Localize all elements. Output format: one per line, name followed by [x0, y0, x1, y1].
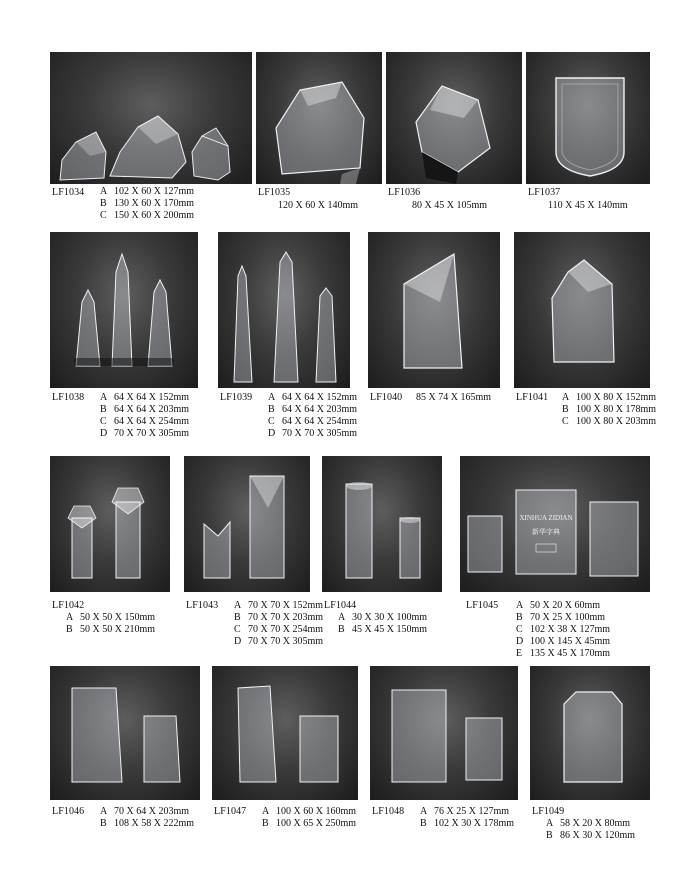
- product-code: LF1047: [214, 806, 247, 817]
- product-specs: A 100 X 80 X 152mm B 100 X 80 X 178mm C 100 X 80 X 203mm: [562, 392, 656, 427]
- product-specs: A 30 X 30 X 100mm B 45 X 45 X 150mm: [338, 612, 427, 635]
- crystal-pentagon-trophy-image: [256, 52, 382, 184]
- product-code: LF1039: [220, 392, 253, 403]
- crystal-bevel-corner-award-image: [530, 666, 650, 800]
- product-code: LF1042: [52, 600, 85, 611]
- product-code: LF1034: [52, 187, 85, 198]
- product-specs: A 100 X 60 X 160mm B 100 X 65 X 250mm: [262, 806, 356, 829]
- product-specs: A 76 X 25 X 127mm B 102 X 30 X 178mm: [420, 806, 514, 829]
- product-photo-lf1049: [530, 666, 650, 800]
- product-photo-lf1043: [184, 456, 310, 592]
- crystal-block-awards-pair-image: [212, 666, 358, 800]
- crystal-rectangle-awards-image: [370, 666, 518, 800]
- product-specs: A 102 X 60 X 127mm B 130 X 60 X 170mm C 150 X 60 X 200mm: [100, 186, 194, 221]
- product-photo-lf1034: [50, 52, 252, 184]
- product-photo-lf1039: [218, 232, 350, 388]
- product-code: LF1048: [372, 806, 405, 817]
- product-photo-lf1044: [322, 456, 442, 592]
- crystal-tablet-awards-image: [50, 666, 200, 800]
- crystal-gem-trophies-image: [50, 52, 252, 184]
- product-specs: A 70 X 64 X 203mm B 108 X 58 X 222mm: [100, 806, 194, 829]
- crystal-block-awards-image: [460, 456, 650, 592]
- product-code: LF1046: [52, 806, 85, 817]
- product-specs: A 64 X 64 X 152mm B 64 X 64 X 203mm C 64 X 64 X 254mm D 70 X 70 X 305mm: [100, 392, 189, 439]
- product-code: LF1038: [52, 392, 85, 403]
- engraving-text-zh: 新华字典: [532, 528, 560, 536]
- product-photo-lf1042: [50, 456, 170, 592]
- product-photo-lf1037: [526, 52, 650, 184]
- crystal-hexagon-trophy-image: [386, 52, 522, 184]
- product-photo-lf1035: [256, 52, 382, 184]
- product-code: LF1041: [516, 392, 549, 403]
- product-specs: A 70 X 70 X 152mm B 70 X 70 X 203mm C 70 X 70 X 254mm D 70 X 70 X 305mm: [234, 600, 323, 647]
- product-photo-lf1040: [368, 232, 500, 388]
- product-photo-lf1047: [212, 666, 358, 800]
- product-code: LF1049: [532, 806, 565, 817]
- product-photo-lf1045: [460, 456, 650, 592]
- crystal-slant-top-trophy-image: [368, 232, 500, 388]
- product-photo-lf1048: [370, 666, 518, 800]
- product-specs: A 50 X 20 X 60mm B 70 X 25 X 100mm C 102 X 38 X 127mm D 100 X 145 X 45mm E 135 X 45 X 170mm: [516, 600, 610, 659]
- product-photo-lf1046: [50, 666, 200, 800]
- product-specs: 80 X 45 X 105mm: [412, 200, 487, 211]
- crystal-tall-obelisk-trophies-image: [218, 232, 350, 388]
- crystal-shield-trophy-image: [526, 52, 650, 184]
- product-photo-lf1036: [386, 52, 522, 184]
- product-photo-lf1038: [50, 232, 198, 388]
- crystal-pillar-trophies-image: [322, 456, 442, 592]
- engraving-text-en: XINHUA ZIDIAN: [519, 514, 573, 522]
- product-specs: 120 X 60 X 140mm: [278, 200, 358, 211]
- crystal-diamond-top-towers-image: [50, 456, 170, 592]
- product-specs: A 58 X 20 X 80mm B 86 X 30 X 120mm: [546, 818, 635, 841]
- product-code: LF1040: [370, 392, 403, 403]
- product-specs: A 64 X 64 X 152mm B 64 X 64 X 203mm C 64 X 64 X 254mm D 70 X 70 X 305mm: [268, 392, 357, 439]
- crystal-obelisk-trophies-image: [50, 232, 198, 388]
- crystal-v-cut-towers-image: [184, 456, 310, 592]
- product-code: LF1036: [388, 187, 421, 198]
- product-specs: 85 X 74 X 165mm: [416, 392, 491, 403]
- product-code: LF1043: [186, 600, 219, 611]
- product-code: LF1045: [466, 600, 499, 611]
- product-specs: 110 X 45 X 140mm: [548, 200, 628, 211]
- product-code: LF1037: [528, 187, 561, 198]
- product-specs: A 50 X 50 X 150mm B 50 X 50 X 210mm: [66, 612, 155, 635]
- product-photo-lf1041: [514, 232, 650, 388]
- product-code: LF1044: [324, 600, 357, 611]
- crystal-faceted-tower-trophy-image: [514, 232, 650, 388]
- product-code: LF1035: [258, 187, 291, 198]
